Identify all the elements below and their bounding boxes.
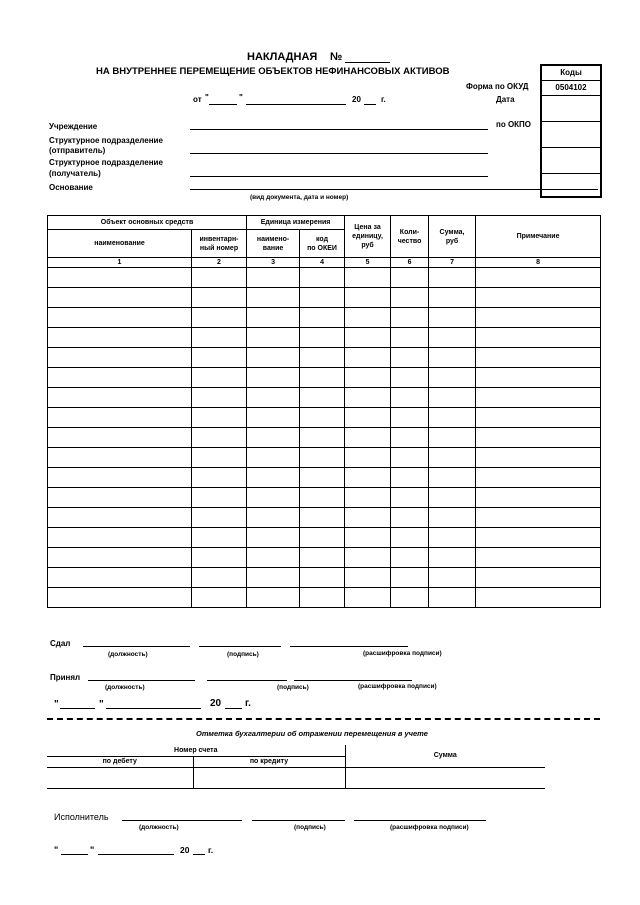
table-cell[interactable]	[476, 468, 601, 488]
document-subtitle: НА ВНУТРЕННЕЕ ПЕРЕМЕЩЕНИЕ ОБЪЕКТОВ НЕФИНАНСОВЫХ АКТИВОВ	[96, 66, 450, 77]
date-g-label: г.	[381, 95, 386, 104]
col-code-header: код по ОКЕИ	[300, 230, 345, 258]
group-unit-header: Единица измерения	[247, 216, 345, 230]
received-day-field[interactable]	[60, 708, 95, 709]
account-number-header: Номер счета	[47, 745, 345, 756]
table-cell[interactable]	[391, 268, 429, 288]
table-cell[interactable]	[476, 268, 601, 288]
table-cell[interactable]	[300, 328, 345, 348]
table-row	[48, 368, 601, 388]
col-qty-header: Коли- чество	[391, 216, 429, 258]
received-decoding-caption: (расшифровка подписи)	[358, 683, 437, 690]
received-signature-field[interactable]	[207, 680, 287, 681]
institution-label: Учреждение	[49, 122, 98, 131]
table-cell[interactable]	[345, 568, 391, 588]
table-cell[interactable]	[345, 308, 391, 328]
table-cell[interactable]	[391, 508, 429, 528]
table-cell[interactable]	[429, 548, 476, 568]
table-cell[interactable]	[391, 288, 429, 308]
table-row	[48, 348, 601, 368]
date-month-field[interactable]	[246, 104, 346, 105]
table-cell[interactable]	[300, 448, 345, 468]
debit-cell[interactable]	[47, 767, 193, 788]
table-row	[48, 468, 601, 488]
table-cell[interactable]	[192, 288, 247, 308]
received-label: Принял	[50, 673, 81, 682]
table-cell[interactable]	[300, 528, 345, 548]
table-cell[interactable]	[429, 408, 476, 428]
col-num: 8	[476, 258, 601, 268]
table-cell[interactable]	[345, 508, 391, 528]
table-cell[interactable]	[192, 508, 247, 528]
okpo-label: по ОКПО	[496, 120, 532, 129]
accounting-title: Отметка бухгалтерии об отражении перемещения в учете	[196, 729, 428, 738]
number-label: №	[330, 51, 343, 63]
executor-label: Исполнитель	[54, 812, 109, 822]
accounting-sum-header: Сумма	[345, 745, 545, 767]
table-cell[interactable]	[391, 468, 429, 488]
executor-day-field[interactable]	[61, 854, 88, 855]
table-cell[interactable]	[476, 568, 601, 588]
table-cell[interactable]	[247, 588, 300, 608]
table-cell[interactable]	[429, 568, 476, 588]
handed-position-caption: (должность)	[108, 651, 148, 658]
table-cell[interactable]	[345, 408, 391, 428]
receiver-label-2: (получатель)	[49, 169, 101, 178]
table-cell[interactable]	[300, 428, 345, 448]
table-cell[interactable]	[300, 488, 345, 508]
table-cell[interactable]	[192, 368, 247, 388]
handed-signature-caption: (подпись)	[227, 651, 259, 658]
table-cell[interactable]	[247, 388, 300, 408]
table-cell[interactable]	[429, 268, 476, 288]
table-cell[interactable]	[476, 308, 601, 328]
table-cell[interactable]	[247, 448, 300, 468]
received-year-field[interactable]	[225, 708, 242, 709]
table-cell[interactable]	[345, 368, 391, 388]
executor-month-field[interactable]	[98, 854, 174, 855]
table-cell[interactable]	[476, 488, 601, 508]
table-cell[interactable]	[192, 448, 247, 468]
table-cell[interactable]	[192, 428, 247, 448]
table-cell[interactable]	[391, 428, 429, 448]
table-cell[interactable]	[48, 408, 192, 428]
table-cell[interactable]	[391, 368, 429, 388]
debit-header: по дебету	[47, 756, 193, 767]
table-cell[interactable]	[476, 428, 601, 448]
executor-g-label: г.	[208, 845, 214, 855]
executor-position-caption: (должность)	[139, 824, 179, 831]
table-cell[interactable]	[247, 348, 300, 368]
received-g-label: г.	[245, 698, 251, 709]
receiver-field[interactable]	[190, 176, 488, 177]
column-numbers-row	[48, 258, 601, 268]
executor-decoding-field[interactable]	[354, 820, 486, 821]
credit-cell[interactable]	[193, 767, 345, 788]
received-year-prefix: 20	[210, 698, 222, 709]
executor-decoding-caption: (расшифровка подписи)	[390, 824, 469, 831]
col-num: 3	[247, 258, 300, 268]
table-cell[interactable]	[247, 488, 300, 508]
received-decoding-field[interactable]	[294, 680, 412, 681]
basis-caption: (вид документа, дата и номер)	[250, 194, 349, 201]
table-cell[interactable]	[247, 528, 300, 548]
date-day-field[interactable]	[209, 104, 237, 105]
table-cell[interactable]	[300, 308, 345, 328]
table-cell[interactable]	[429, 348, 476, 368]
table-cell[interactable]	[247, 268, 300, 288]
executor-date-quote-close: "	[90, 845, 95, 855]
table-cell[interactable]	[247, 368, 300, 388]
table-row	[48, 308, 601, 328]
table-cell[interactable]	[192, 568, 247, 588]
date-quote-close: "	[239, 93, 243, 102]
table-cell[interactable]	[429, 288, 476, 308]
col-name-header: наименование	[48, 230, 192, 258]
table-cell[interactable]	[300, 368, 345, 388]
basis-field[interactable]	[190, 189, 598, 190]
basis-label: Основание	[49, 183, 93, 192]
table-cell[interactable]	[345, 428, 391, 448]
table-cell[interactable]	[48, 448, 192, 468]
table-row	[48, 388, 601, 408]
table-row	[48, 568, 601, 588]
table-cell[interactable]	[48, 268, 192, 288]
document-title: НАКЛАДНАЯ	[247, 51, 318, 63]
table-cell[interactable]	[345, 348, 391, 368]
table-cell[interactable]	[476, 588, 601, 608]
handed-label: Сдал	[50, 639, 71, 648]
table-cell[interactable]	[48, 328, 192, 348]
cut-line	[47, 718, 600, 720]
okud-code-value: 0504102	[542, 81, 600, 96]
table-cell[interactable]	[192, 308, 247, 328]
table-cell[interactable]	[48, 588, 192, 608]
table-cell[interactable]	[192, 328, 247, 348]
table-cell[interactable]	[476, 528, 601, 548]
table-cell[interactable]	[48, 288, 192, 308]
table-cell[interactable]	[391, 488, 429, 508]
col-inv-header: инвентарн- ный номер	[192, 230, 247, 258]
table-cell[interactable]	[247, 428, 300, 448]
col-num: 7	[429, 258, 476, 268]
table-cell[interactable]	[192, 468, 247, 488]
table-cell[interactable]	[391, 348, 429, 368]
table-cell[interactable]	[192, 588, 247, 608]
okud-label: Форма по ОКУД	[466, 82, 529, 91]
table-cell[interactable]	[429, 388, 476, 408]
table-cell[interactable]	[48, 568, 192, 588]
table-cell[interactable]	[48, 508, 192, 528]
table-cell[interactable]	[429, 428, 476, 448]
table-cell[interactable]	[247, 508, 300, 528]
table-cell[interactable]	[192, 488, 247, 508]
table-cell[interactable]	[429, 588, 476, 608]
table-cell[interactable]	[48, 308, 192, 328]
number-field[interactable]	[345, 62, 390, 63]
received-date-quote-open: "	[54, 699, 59, 710]
table-cell[interactable]	[345, 268, 391, 288]
received-position-caption: (должность)	[105, 684, 145, 691]
table-cell[interactable]	[48, 548, 192, 568]
table-cell[interactable]	[300, 508, 345, 528]
date-code-cell[interactable]	[542, 96, 600, 122]
okpo-code-cell[interactable]	[542, 122, 600, 148]
table-cell[interactable]	[192, 268, 247, 288]
table-row	[48, 548, 601, 568]
table-cell[interactable]	[345, 488, 391, 508]
handed-decoding-caption: (расшифровка подписи)	[363, 650, 442, 657]
table-cell[interactable]	[429, 448, 476, 468]
col-num: 6	[391, 258, 429, 268]
col-num: 2	[192, 258, 247, 268]
table-row	[48, 508, 601, 528]
received-date-quote-close: "	[99, 699, 104, 710]
executor-year-prefix: 20	[180, 845, 190, 855]
table-row	[48, 408, 601, 428]
received-position-field[interactable]	[88, 680, 195, 681]
table-cell[interactable]	[345, 448, 391, 468]
table-cell[interactable]	[247, 468, 300, 488]
sender-code-cell[interactable]	[542, 148, 600, 174]
received-signature-caption: (подпись)	[277, 684, 309, 691]
receiver-label-1: Структурное подразделение	[49, 158, 163, 167]
handed-decoding-field[interactable]	[290, 646, 408, 647]
table-cell[interactable]	[48, 528, 192, 548]
table-cell[interactable]	[429, 368, 476, 388]
receiver-code-cell[interactable]	[542, 174, 600, 196]
table-row	[48, 288, 601, 308]
table-cell[interactable]	[391, 568, 429, 588]
table-cell[interactable]	[476, 508, 601, 528]
table-cell[interactable]	[247, 288, 300, 308]
col-num: 4	[300, 258, 345, 268]
credit-header: по кредиту	[193, 756, 345, 767]
date-quote-open: "	[205, 93, 209, 102]
table-cell[interactable]	[391, 408, 429, 428]
table-cell[interactable]	[192, 388, 247, 408]
table-cell[interactable]	[429, 488, 476, 508]
table-cell[interactable]	[300, 268, 345, 288]
table-row	[48, 328, 601, 348]
executor-position-field[interactable]	[122, 820, 242, 821]
table-cell[interactable]	[247, 408, 300, 428]
table-cell[interactable]	[247, 308, 300, 328]
table-cell[interactable]	[345, 388, 391, 408]
accounting-table	[47, 745, 545, 789]
table-cell[interactable]	[391, 588, 429, 608]
table-row	[48, 488, 601, 508]
executor-signature-field[interactable]	[252, 820, 345, 821]
col-sum-header: Сумма, руб	[429, 216, 476, 258]
table-cell[interactable]	[345, 528, 391, 548]
sender-field[interactable]	[190, 153, 488, 154]
date-from-label: от	[193, 95, 202, 104]
date-year-prefix: 20	[352, 95, 361, 104]
col-num: 1	[48, 258, 192, 268]
col-note-header: Примечание	[476, 216, 601, 258]
received-month-field[interactable]	[106, 708, 201, 709]
table-cell[interactable]	[391, 448, 429, 468]
sender-label-2: (отправитель)	[49, 146, 106, 155]
table-cell[interactable]	[391, 548, 429, 568]
table-cell[interactable]	[476, 368, 601, 388]
table-cell[interactable]	[48, 468, 192, 488]
executor-signature-caption: (подпись)	[294, 824, 326, 831]
table-cell[interactable]	[429, 508, 476, 528]
table-cell[interactable]	[300, 468, 345, 488]
table-cell[interactable]	[300, 388, 345, 408]
table-cell[interactable]	[476, 328, 601, 348]
table-cell[interactable]	[476, 388, 601, 408]
table-cell[interactable]	[192, 408, 247, 428]
table-cell[interactable]	[300, 568, 345, 588]
table-cell[interactable]	[429, 528, 476, 548]
table-cell[interactable]	[300, 408, 345, 428]
table-cell[interactable]	[48, 388, 192, 408]
table-cell[interactable]	[429, 468, 476, 488]
table-cell[interactable]	[476, 348, 601, 368]
assets-table	[47, 215, 601, 608]
handed-signature-field[interactable]	[199, 646, 281, 647]
table-cell[interactable]	[345, 328, 391, 348]
date-code-label: Дата	[496, 95, 515, 104]
table-row	[48, 528, 601, 548]
table-cell[interactable]	[429, 308, 476, 328]
table-cell[interactable]	[476, 408, 601, 428]
table-cell[interactable]	[476, 548, 601, 568]
table-cell[interactable]	[192, 528, 247, 548]
table-cell[interactable]	[48, 348, 192, 368]
table-cell[interactable]	[300, 348, 345, 368]
table-cell[interactable]	[391, 308, 429, 328]
table-cell[interactable]	[391, 328, 429, 348]
table-cell[interactable]	[300, 548, 345, 568]
table-cell[interactable]	[192, 348, 247, 368]
table-cell[interactable]	[391, 388, 429, 408]
table-row	[48, 588, 601, 608]
table-cell[interactable]	[247, 328, 300, 348]
table-cell[interactable]	[429, 328, 476, 348]
table-row	[48, 428, 601, 448]
codes-box	[540, 64, 602, 198]
date-year-field[interactable]	[364, 104, 376, 105]
col-unit-name-header: наимено- вание	[247, 230, 300, 258]
codes-header: Коды	[542, 66, 600, 81]
table-cell[interactable]	[300, 588, 345, 608]
institution-field[interactable]	[190, 129, 488, 130]
table-cell[interactable]	[476, 288, 601, 308]
group-object-header: Объект основных средств	[48, 216, 247, 230]
table-cell[interactable]	[247, 548, 300, 568]
handed-position-field[interactable]	[83, 646, 190, 647]
table-cell[interactable]	[476, 448, 601, 468]
col-price-header: Цена за единицу, руб	[345, 216, 391, 258]
table-cell[interactable]	[192, 548, 247, 568]
table-cell[interactable]	[48, 428, 192, 448]
table-row	[48, 448, 601, 468]
executor-date-quote-open: "	[54, 845, 59, 855]
sum-cell[interactable]	[345, 767, 545, 788]
table-cell[interactable]	[345, 288, 391, 308]
table-cell[interactable]	[345, 548, 391, 568]
executor-year-field[interactable]	[193, 854, 205, 855]
table-cell[interactable]	[48, 488, 192, 508]
table-cell[interactable]	[345, 588, 391, 608]
table-cell[interactable]	[391, 528, 429, 548]
table-cell[interactable]	[48, 368, 192, 388]
col-num: 5	[345, 258, 391, 268]
table-cell[interactable]	[247, 568, 300, 588]
table-cell[interactable]	[345, 468, 391, 488]
sender-label-1: Структурное подразделение	[49, 136, 163, 145]
table-cell[interactable]	[300, 288, 345, 308]
table-row	[48, 268, 601, 288]
